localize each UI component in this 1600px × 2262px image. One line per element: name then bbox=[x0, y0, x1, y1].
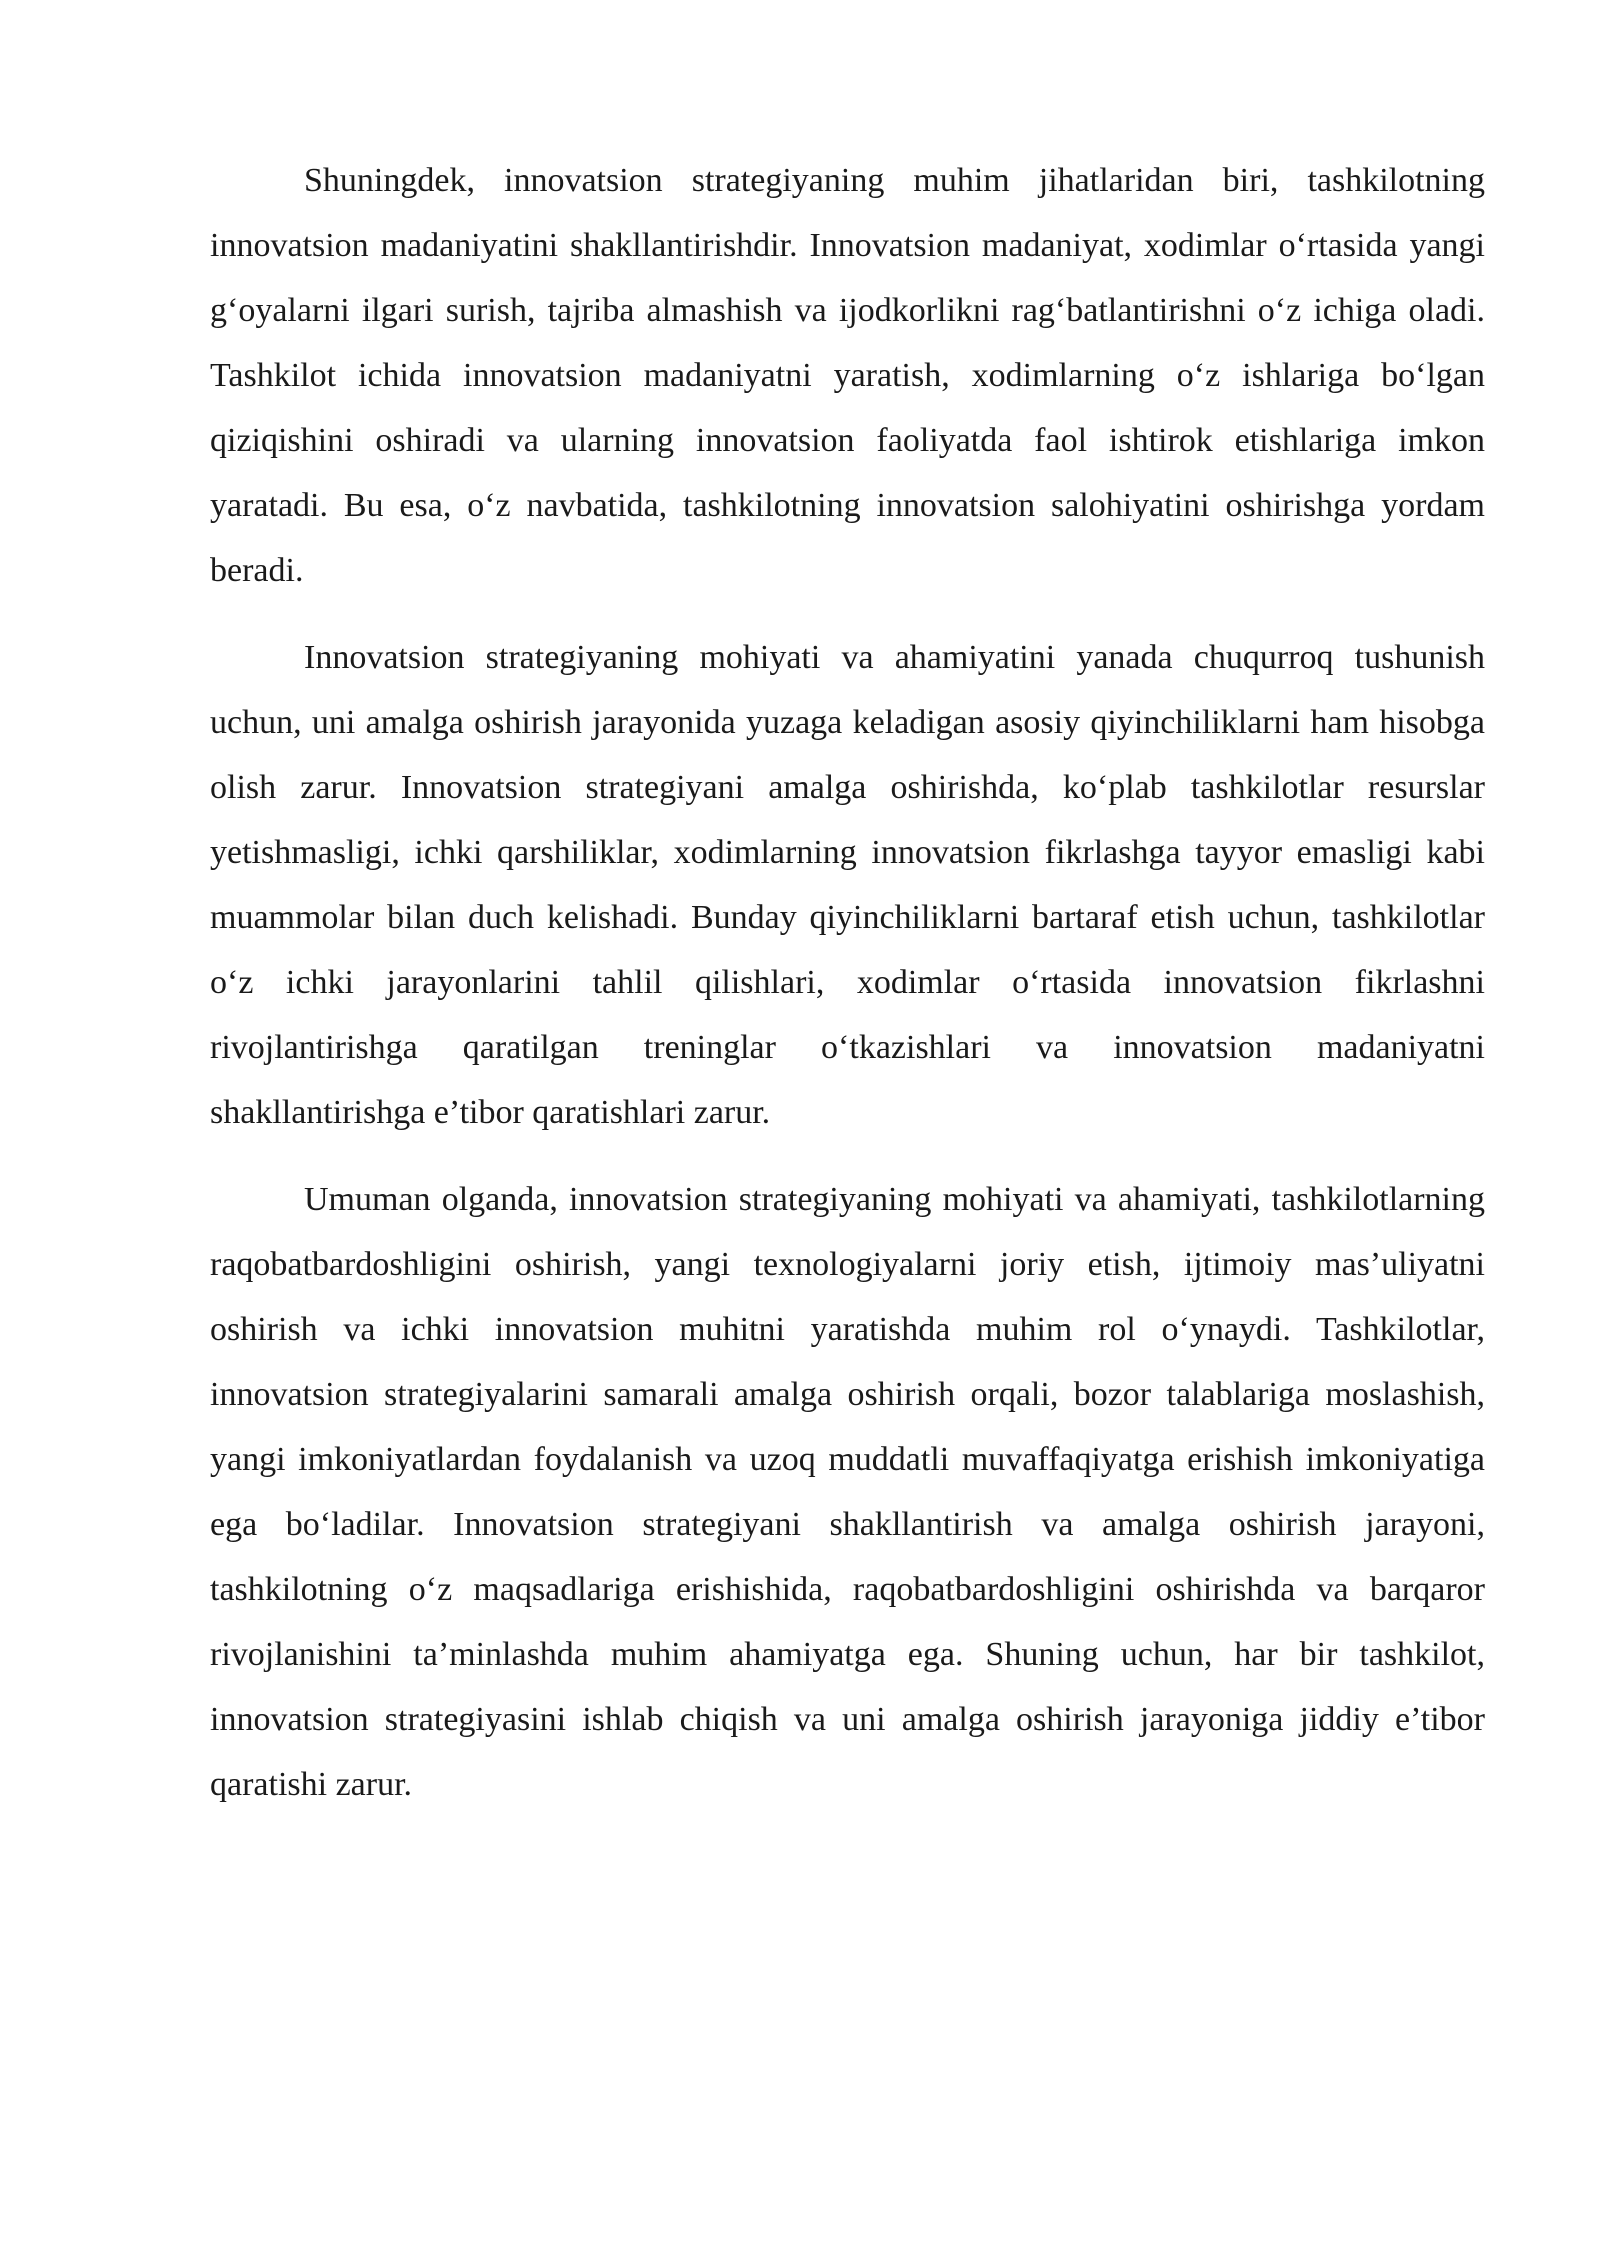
paragraph-2: Innovatsion strategiyaning mohiyati va ahamiyatini yanada chuqurroq tushunish uchun, uni amalga oshirish jarayonida yuzaga keladigan asosiy qiyinchiliklarni ham hisobga olish zarur. Innovatsion strategiyani amalga oshirishda, ko‘plab tashkilotlar resurslar yetishmasligi, ichki qarshiliklar, xodimlarning innovatsion fikrlashga tayyor emasligi kabi muammolar bilan duch kelishadi. Bunday qiyinchiliklarni bartaraf etish uchun, tashkilotlar o‘z ichki jarayonlarini tahlil qilishlari, xodimlar o‘rtasida innovatsion fikrlashni rivojlantirishga qaratilgan treninglar o‘tkazishlari va innovatsion madaniyatni shakllantirishga e’tibor qaratishlari zarur. bbox=[210, 639, 1485, 1131]
paragraph-3: Umuman olganda, innovatsion strategiyaning mohiyati va ahamiyati, tashkilotlarning raqobatbardoshligini oshirish, yangi texnologiyalarni joriy etish, ijtimoiy mas’uliyatni oshirish va ichki innovatsion muhitni yaratishda muhim rol o‘ynaydi. Tashkilotlar, innovatsion strategiyalarini samarali amalga oshirish orqali, bozor talablariga moslashish, yangi imkoniyatlardan foydalanish va uzoq muddatli muvaffaqiyatga erishish imkoniyatiga ega bo‘ladilar. Innovatsion strategiyani shakllantirish va amalga oshirish jarayoni, tashkilotning o‘z maqsadlariga erishishida, raqobatbardoshligini oshirishda va barqaror rivojlanishini ta’minlashda muhim ahamiyatga ega. Shuning uchun, har bir tashkilot, innovatsion strategiyasini ishlab chiqish va uni amalga oshirish jarayoniga jiddiy e’tibor qaratishi zarur. bbox=[210, 1181, 1485, 1803]
paragraph-1: Shuningdek, innovatsion strategiyaning muhim jihatlaridan biri, tashkilotning innovatsion madaniyatini shakllantirishdir. Innovatsion madaniyat, xodimlar o‘rtasida yangi g‘oyalarni ilgari surish, tajriba almashish va ijodkorlikni rag‘batlantirishni o‘z ichiga oladi. Tashkilot ichida innovatsion madaniyatni yaratish, xodimlarning o‘z ishlariga bo‘lgan qiziqishini oshiradi va ularning innovatsion faoliyatda faol ishtirok etishlariga imkon yaratadi. Bu esa, o‘z navbatida, tashkilotning innovatsion salohiyatini oshirishga yordam beradi. bbox=[210, 162, 1485, 589]
document-body bbox=[210, 148, 1485, 1839]
